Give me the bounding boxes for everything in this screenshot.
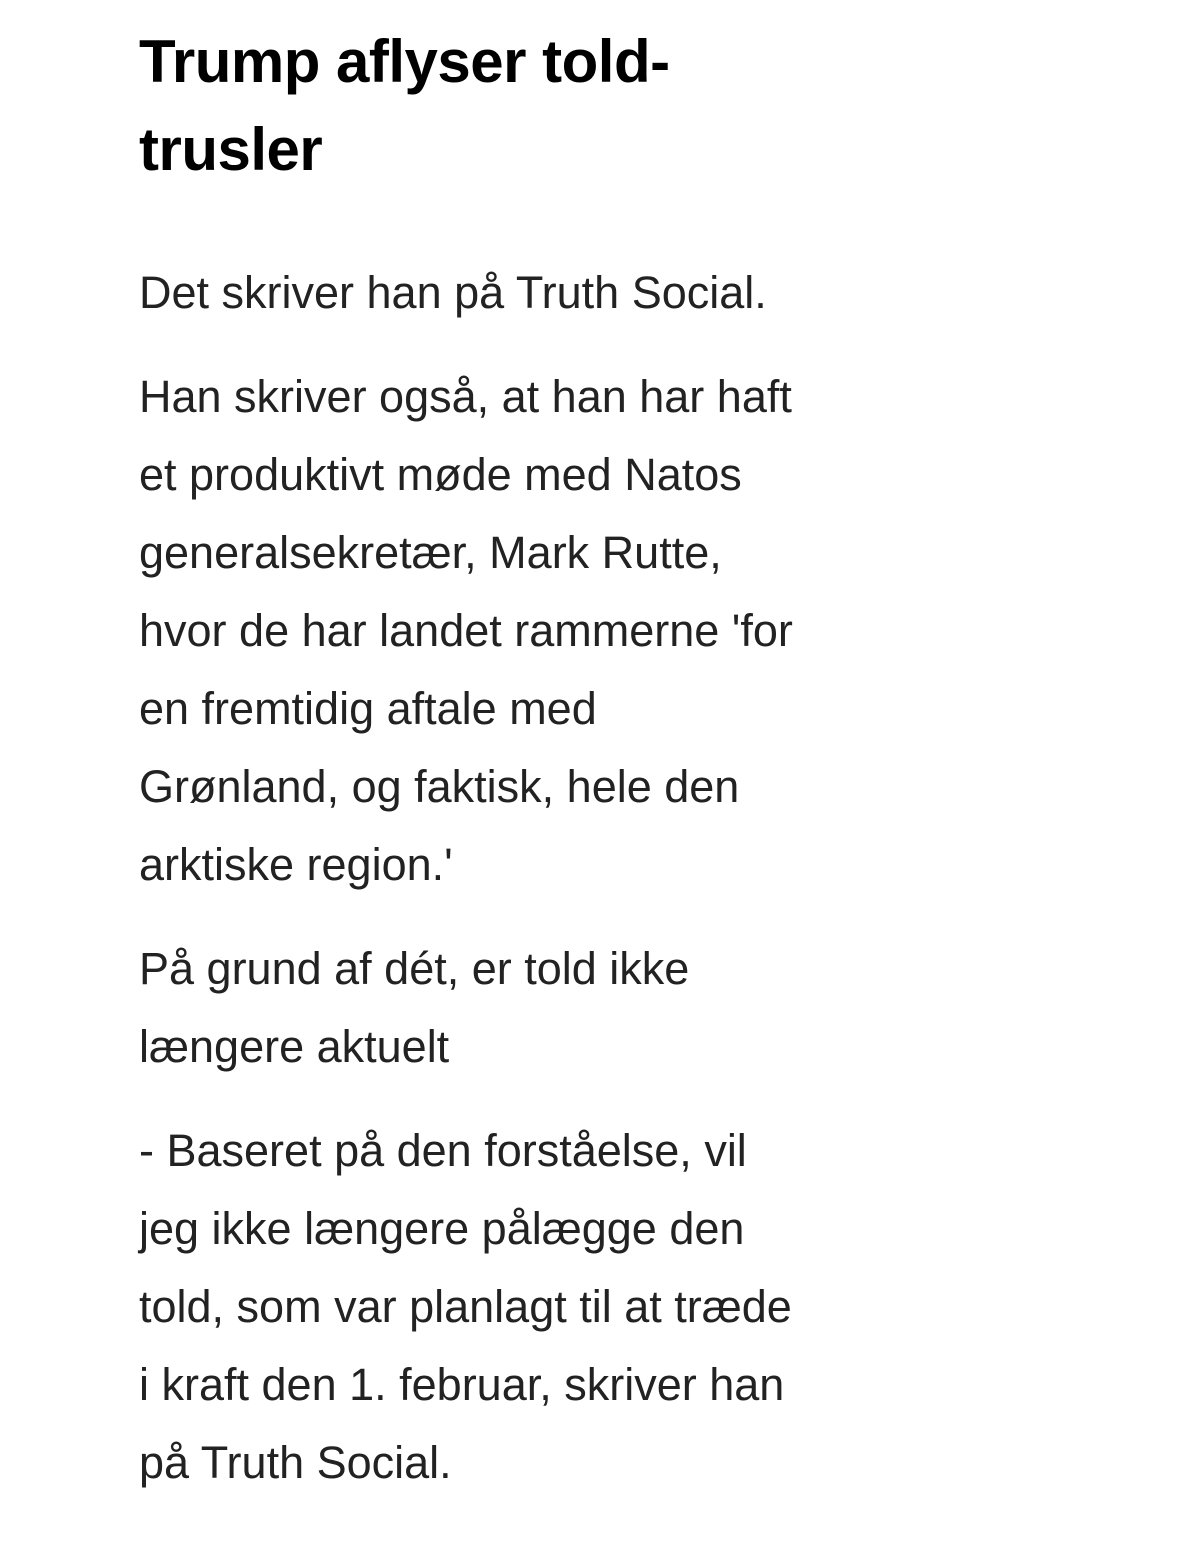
paragraph-line: På grund af dét, er told ikke [139,943,690,994]
paragraph-line: hvor de har landet rammerne 'for [139,605,793,656]
paragraph-line: Det skriver han på Truth Social. [139,267,767,318]
article-paragraph [139,254,959,332]
headline-line: Trump aflyser told- [139,28,670,95]
paragraph-line: på Truth Social. [139,1437,452,1488]
paragraph-line: Grønland, og faktisk, hele den [139,761,740,812]
paragraph-line: generalsekretær, Mark Rutte, [139,527,722,578]
article-paragraph [139,930,959,1086]
paragraph-line: et produktivt møde med Natos [139,449,742,500]
paragraph-line: en fremtidig aftale med [139,683,597,734]
headline-line: trusler [139,116,323,183]
article-paragraph [139,1112,959,1502]
paragraph-line: længere aktuelt [139,1021,450,1072]
paragraph-line: - Baseret på den forståelse, vil [139,1125,747,1176]
paragraph-line: Han skriver også, at han har haft [139,371,792,422]
article-headline [139,18,959,194]
paragraph-line: i kraft den 1. februar, skriver han [139,1359,785,1410]
paragraph-line: arktiske region.' [139,839,453,890]
article-paragraph [139,358,959,904]
paragraph-line: told, som var planlagt til at træde [139,1281,792,1332]
paragraph-line: jeg ikke længere pålægge den [139,1203,745,1254]
article [139,18,959,1502]
